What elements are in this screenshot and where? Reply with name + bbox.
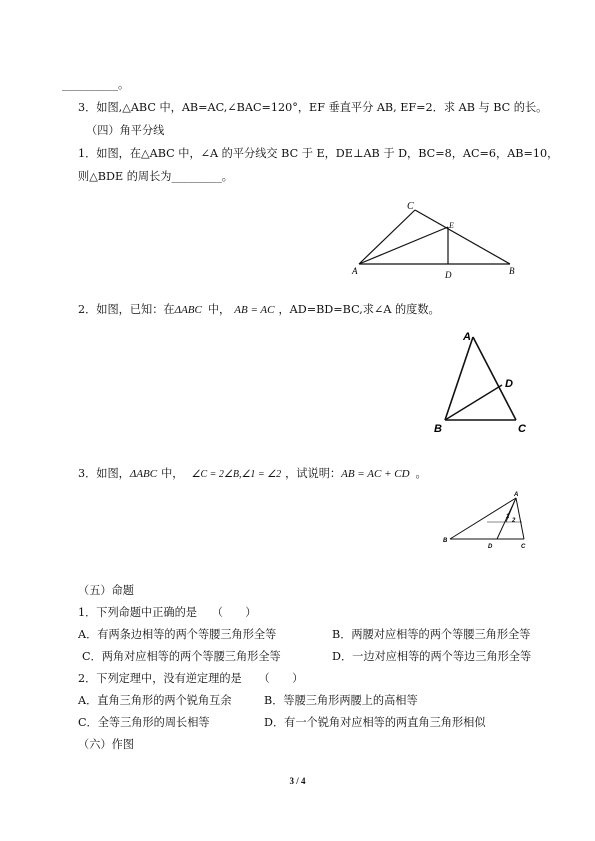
section-title-construction: （六）作图 bbox=[78, 738, 134, 751]
label-B: B bbox=[509, 266, 515, 276]
answer-blank: __________。 bbox=[62, 78, 130, 91]
q2-mid: 中， bbox=[207, 303, 231, 316]
option-1a: A．有两条边相等的两个等腰三角形全等 bbox=[78, 628, 277, 641]
label-E: E bbox=[449, 221, 454, 230]
label-D: D bbox=[505, 378, 513, 390]
label-C: C bbox=[518, 423, 526, 435]
option-1d: D．一边对应相等的两个等边三角形全等 bbox=[332, 650, 532, 663]
label-D: D bbox=[445, 270, 452, 280]
label-D: D bbox=[488, 544, 493, 550]
label-A: A bbox=[352, 266, 358, 276]
segment-cb bbox=[415, 210, 510, 264]
segment-ae bbox=[359, 227, 448, 264]
q2-suffix: ，AD=BD=BC,求∠A 的度数。 bbox=[278, 303, 440, 316]
segment-bd bbox=[445, 385, 502, 420]
option-2d: D．有一个锐角对应相等的两直角三角形相似 bbox=[264, 716, 486, 729]
question-1-blank-line: 则△BDE 的周长为_________。 bbox=[78, 170, 233, 183]
label-1: 1 bbox=[506, 514, 510, 520]
option-2c: C．全等三角形的周长相等 bbox=[78, 716, 210, 729]
option-2a: A．直角三角形的两个锐角互余 bbox=[78, 694, 232, 707]
section-title-angle-bisector: （四）角平分线 bbox=[86, 124, 165, 137]
label-B: B bbox=[443, 538, 448, 544]
label-C: C bbox=[521, 544, 526, 550]
option-2b: B．等腰三角形两腰上的高相等 bbox=[264, 694, 418, 707]
q3-claim: AB = AC + CD bbox=[341, 468, 410, 480]
q2-condition: AB = AC bbox=[234, 304, 275, 316]
segment-ac bbox=[516, 498, 524, 539]
question-1-correct-proposition: 1．下列命题中正确的是 （ ） bbox=[78, 606, 257, 619]
q3-prefix: 3．如图， bbox=[78, 467, 130, 480]
q3-condition: ∠C = 2∠B,∠1 = ∠2 bbox=[191, 469, 282, 480]
q2-prefix: 2．如图，已知：在 bbox=[78, 303, 175, 316]
option-1b: B．两腰对应相等的两个等腰三角形全等 bbox=[332, 628, 531, 641]
option-1c: C．两角对应相等的两个等腰三角形全等 bbox=[82, 650, 281, 663]
question-1-angle-bisector: 1．如图，在△ABC 中，∠A 的平分线交 BC 于 E，DE⊥AB 于 D，BC=8，AC=6，AB=10， bbox=[78, 147, 559, 160]
question-3-perp-bisector: 3．如图,△ABC 中，AB=AC,∠BAC=120°，EF 垂直平分 AB, EF=2．求 AB 与 BC 的长。 bbox=[78, 101, 548, 114]
label-2: 2 bbox=[512, 518, 516, 524]
segment-ab bbox=[445, 337, 473, 420]
page-number: 3 / 4 bbox=[289, 776, 306, 786]
figure-3-triangle bbox=[440, 488, 540, 554]
q3-mid2: ，试说明： bbox=[285, 467, 342, 480]
figure-2-triangle bbox=[428, 325, 538, 437]
q3-mid: 中， bbox=[161, 467, 184, 480]
label-A: A bbox=[463, 331, 471, 343]
segment-ac bbox=[359, 210, 415, 264]
label-B: B bbox=[434, 423, 442, 435]
label-A: A bbox=[514, 492, 519, 498]
question-2-no-converse: 2．下列定理中，没有逆定理的是 （ ） bbox=[78, 672, 304, 685]
label-C: C bbox=[407, 201, 414, 212]
question-2-isosceles bbox=[78, 303, 440, 317]
figure-1-triangle bbox=[345, 198, 525, 278]
section-title-propositions: （五）命题 bbox=[78, 584, 134, 597]
q3-end: 。 bbox=[415, 467, 427, 480]
q3-triangle-symbol: ΔABC bbox=[129, 468, 158, 480]
question-3-angle-relation bbox=[78, 467, 427, 482]
q2-triangle-symbol: ΔABC bbox=[174, 304, 202, 316]
